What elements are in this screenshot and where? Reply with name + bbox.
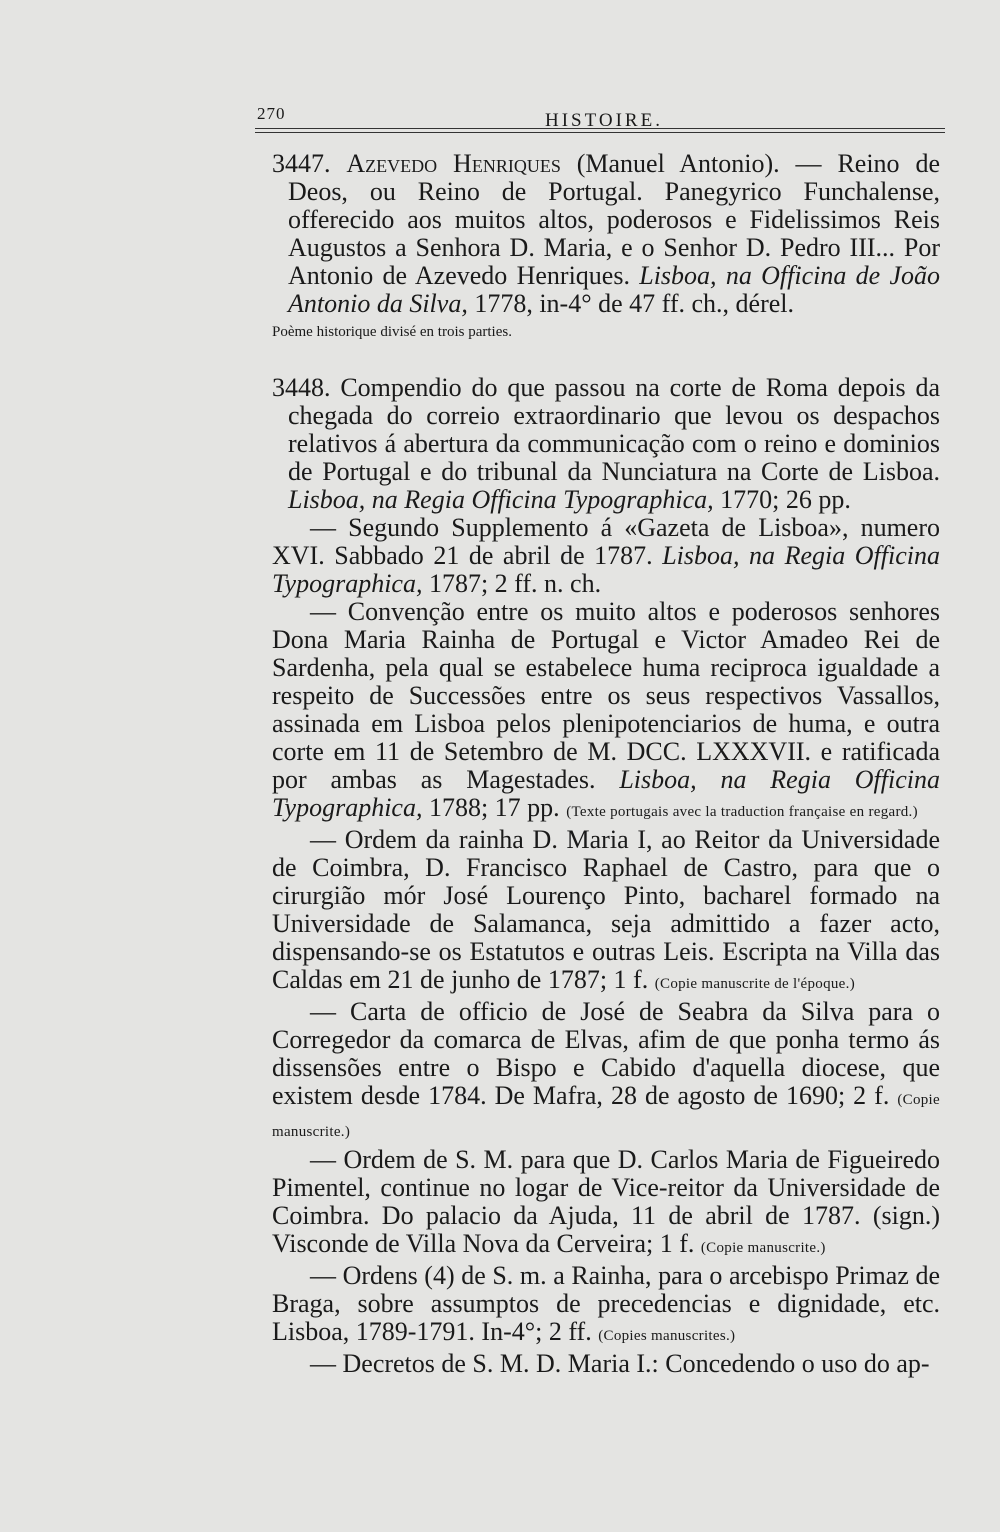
entry-3448 — [272, 374, 940, 1378]
entry-collation: 1770; 26 pp. — [713, 485, 851, 514]
sub-item-ordens-braga — [272, 1262, 940, 1350]
sub-item-imprint: Lisboa, na Regia Officina Typographica, — [272, 541, 940, 598]
sub-item-text: — Convenção entre os muito altos e poderosos senhores Dona Maria Rainha de Portugal e Victor Amadeo Rei de Sardenha, pela qual se estabelece huma reciproca igualdade a respeito de Successões entre os seus respectivos Vassallos, assinada em Lisboa pelos plenipotenciarios de huma, e outra corte em 11 de Setembro de M. DCC. LXXXVII. e ratificada por ambas as Magestades. — [272, 597, 940, 794]
sub-item-text: — Carta de officio de José de Seabra da Silva para o Corregedor da comarca de Elvas, afim de que ponha termo ás dissensões entre o Bispo e Cabido d'aquella diocese, que existem desde 1784. De Mafra, 28 de agosto de 1690; 2 f. — [272, 997, 940, 1110]
entry-number: 3448. — [272, 373, 331, 402]
entry-collation: 1778, in-4° de 47 ff. ch., dérel. — [467, 289, 794, 318]
header-rule — [255, 128, 945, 129]
entry-imprint: Lisboa, na Regia Officina Typographica, — [288, 485, 714, 514]
sub-item-text: — Decretos de S. M. D. Maria I.: Concedendo o uso do ap- — [310, 1349, 930, 1378]
sub-item-imprint: Lisboa, na Regia Officina Typographica, — [272, 765, 940, 822]
sub-item-text: — Ordem de S. M. para que D. Carlos Maria de Figueiredo Pimentel, continue no logar de Vice-reitor da Universidade de Coimbra. Do palacio da Ajuda, 11 de abril de 1787. (sign.) Visconde de Villa Nova da Cerveira; 1 f. — [272, 1145, 940, 1258]
page-number: 270 — [257, 104, 286, 123]
sub-item-ordem-reitor — [272, 826, 940, 998]
entry-author: Azevedo Henriques — [346, 149, 561, 178]
header-rule-double — [255, 132, 945, 133]
entry-text: Compendio do que passou na corte de Roma depois da chegada do correio extraordinario que levou os despachos relativos á abertura da communicação com o reino e dominios de Portugal e do tribunal da Nunciatura na Corte de Lisboa. — [288, 373, 940, 486]
sub-item-collation: 1788; 17 pp. — [422, 793, 567, 822]
sub-item-note: (Copie manuscrite.) — [272, 1092, 940, 1140]
entry-number: 3447. — [272, 149, 331, 178]
sub-item-text: — Segundo Supplemento á «Gazeta de Lisboa», numero XVI. Sabbado 21 de abril de 1787. — [272, 513, 940, 570]
sub-item-text: — Ordem da rainha D. Maria I, ao Reitor da Universidade de Coimbra, D. Francisco Raphael de Castro, para que o cirurgião mór José Lourenço Pinto, bacharel formado na Universidade de Salamanca, seja admittido a fazer acto, dispensando-se os Estatutos e outras Leis. Escripta na Villa das Caldas em 21 de junho de 1787; 1 f. — [272, 825, 940, 994]
entry-note: Poème historique divisé en trois parties. — [272, 324, 512, 340]
sub-item-convencao — [272, 598, 940, 826]
sub-item-decretos — [272, 1350, 940, 1378]
sub-item-note: (Copie manuscrite de l'époque.) — [654, 976, 855, 992]
sub-item-note: (Texte portugais avec la traduction française en regard.) — [566, 804, 918, 820]
entry-3447 — [272, 150, 940, 346]
sub-item-note: (Copies manuscrites.) — [598, 1328, 736, 1344]
entry-text: (Manuel Antonio). — Reino de Deos, ou Reino de Portugal. Panegyrico Funchalense, offerecido aos muitos altos, poderosos e Fidelissimos Reis Augustos a Senhora D. Maria, e o Senhor D. Pedro III... Por Antonio de Azevedo Henriques. — [288, 149, 940, 290]
sub-item-gazeta — [272, 514, 940, 598]
sub-item-ordem-vice-reitor — [272, 1146, 940, 1262]
body-text — [272, 150, 940, 1378]
sub-item-text: — Ordens (4) de S. m. a Rainha, para o arcebispo Primaz de Braga, sobre assumptos de precedencias e dignidade, etc. Lisboa, 1789-1791. In-4°; 2 ff. — [272, 1261, 940, 1346]
entry-imprint: Lisboa, na Officina de João Antonio da Silva, — [288, 261, 940, 318]
sub-item-note: (Copie manuscrite.) — [700, 1240, 826, 1256]
sub-item-carta-officio — [272, 998, 940, 1146]
entry-spacer — [272, 346, 940, 374]
sub-item-collation: 1787; 2 ff. n. ch. — [422, 569, 602, 598]
running-title: HISTOIRE. — [545, 110, 663, 131]
entry-paragraph — [272, 374, 940, 514]
entry-paragraph — [272, 150, 940, 318]
running-head — [255, 104, 945, 134]
